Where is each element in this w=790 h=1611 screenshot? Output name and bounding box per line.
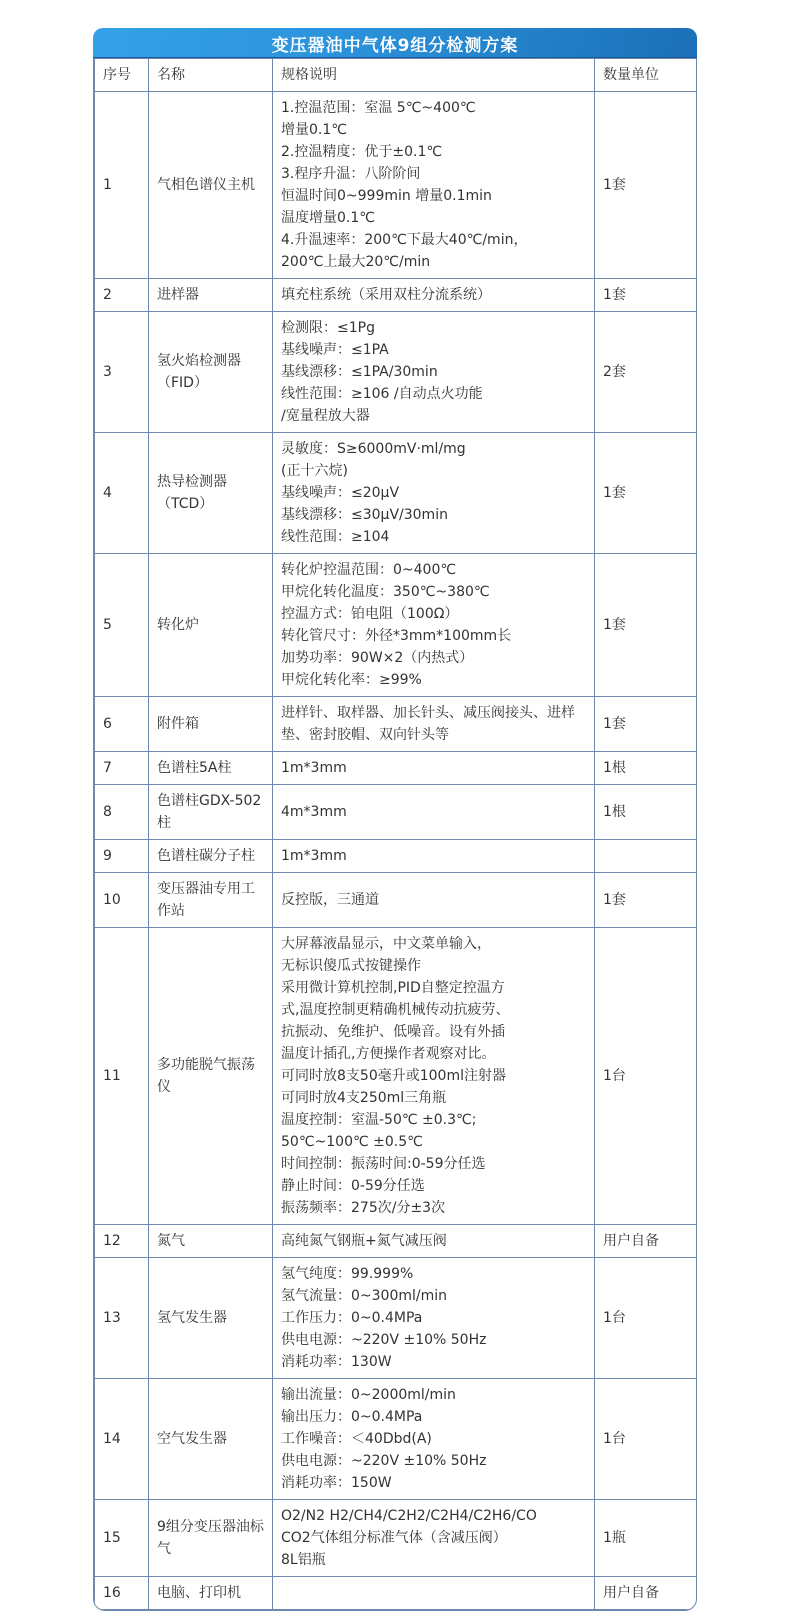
spec-line: 2.控温精度：优于±0.1℃ — [281, 144, 443, 160]
spec-line: 甲烷化转化率：≥99% — [281, 672, 422, 688]
spec-line: 基线漂移：≤30μV/30min — [281, 507, 448, 523]
table-row — [95, 433, 698, 554]
item-spec-cell — [273, 873, 595, 928]
table-row — [95, 279, 698, 312]
item-name-cell: 附件箱 — [149, 697, 273, 752]
item-name-cell: 氮气 — [149, 1225, 273, 1258]
item-name-cell: 电脑、打印机 — [149, 1577, 273, 1610]
spec-line: 供电电源：~220V ±10% 50Hz — [281, 1453, 487, 1469]
item-qty-cell: 1台 — [595, 1258, 698, 1379]
item-spec-cell — [273, 785, 595, 840]
spec-line: 甲烷化转化温度：350℃~380℃ — [281, 584, 490, 600]
spec-line: O2/N2 H2/CH4/C2H2/C2H4/C2H6/CO — [281, 1508, 537, 1524]
table-header-row — [95, 59, 698, 92]
item-qty-cell: 用户自备 — [595, 1577, 698, 1610]
spec-line: 增量0.1℃ — [281, 122, 347, 138]
table-row — [95, 873, 698, 928]
spec-line: 温度控制：室温-50℃ ±0.3℃; — [281, 1112, 477, 1128]
spec-line: 供电电源：~220V ±10% 50Hz — [281, 1332, 487, 1348]
spec-sheet — [93, 28, 697, 1611]
item-qty-cell: 1套 — [595, 697, 698, 752]
item-spec-cell — [273, 279, 595, 312]
spec-line: 转化管尺寸：外径*3mm*100mm长 — [281, 628, 512, 644]
item-qty-cell: 1根 — [595, 752, 698, 785]
spec-line: 消耗功率：130W — [281, 1354, 392, 1370]
item-spec-cell — [273, 1379, 595, 1500]
item-name-cell: 9组分变压器油标气 — [149, 1500, 273, 1577]
spec-line: 可同时放4支250ml三角瓶 — [281, 1090, 447, 1106]
spec-line: 输出压力：0~0.4MPa — [281, 1409, 423, 1425]
item-spec-cell — [273, 928, 595, 1225]
item-spec-cell — [273, 312, 595, 433]
item-spec-cell — [273, 752, 595, 785]
item-qty-cell: 1台 — [595, 1379, 698, 1500]
table-row — [95, 312, 698, 433]
table-row — [95, 785, 698, 840]
spec-line: 氢气流量：0~300ml/min — [281, 1288, 448, 1304]
item-spec-cell — [273, 697, 595, 752]
table-row — [95, 1258, 698, 1379]
item-qty-cell: 1瓶 — [595, 1500, 698, 1577]
row-number-cell: 11 — [95, 928, 149, 1225]
spec-line: 静止时间：0-59分任选 — [281, 1178, 425, 1194]
spec-line: 基线漂移：≤1PA/30min — [281, 364, 438, 380]
row-number-cell: 2 — [95, 279, 149, 312]
item-qty-cell — [595, 840, 698, 873]
row-number-cell: 4 — [95, 433, 149, 554]
column-header-no: 序号 — [95, 59, 149, 92]
row-number-cell: 15 — [95, 1500, 149, 1577]
item-name-cell: 空气发生器 — [149, 1379, 273, 1500]
item-name-cell: 氢气发生器 — [149, 1258, 273, 1379]
row-number-cell: 8 — [95, 785, 149, 840]
row-number-cell: 9 — [95, 840, 149, 873]
item-spec-cell — [273, 92, 595, 279]
spec-line: 200℃上最大20℃/min — [281, 254, 431, 270]
table-row — [95, 928, 698, 1225]
spec-line: 温度增量0.1℃ — [281, 210, 375, 226]
table-row — [95, 1500, 698, 1577]
spec-table — [94, 58, 697, 1610]
row-number-cell: 5 — [95, 554, 149, 697]
table-row — [95, 752, 698, 785]
spec-line: 反控版，三通道 — [281, 892, 379, 908]
item-qty-cell: 用户自备 — [595, 1225, 698, 1258]
spec-line: 无标识傻瓜式按键操作 — [281, 958, 421, 974]
item-qty-cell: 1套 — [595, 433, 698, 554]
spec-line: /宽量程放大器 — [281, 408, 370, 424]
spec-table-wrap — [93, 58, 697, 1611]
item-spec-cell — [273, 1258, 595, 1379]
spec-line: 1m*3mm — [281, 760, 347, 776]
spec-line: 工作噪音：＜40Dbd(A) — [281, 1431, 432, 1447]
sheet-title-bar — [93, 28, 697, 58]
spec-line: 恒温时间0~999min 增量0.1min — [281, 188, 492, 204]
item-qty-cell: 1套 — [595, 279, 698, 312]
item-qty-cell: 1套 — [595, 554, 698, 697]
spec-line: 灵敏度：S≥6000mV·ml/mg — [281, 441, 466, 457]
spec-line: 基线噪声：≤1PA — [281, 342, 389, 358]
spec-line: 基线噪声：≤20μV — [281, 485, 400, 501]
spec-line: 进样针、取样器、加长针头、减压阀接头、进样垫、密封胶帽、双向针头等 — [281, 705, 575, 743]
row-number-cell: 14 — [95, 1379, 149, 1500]
spec-line: 采用微计算机控制,PID自整定控温方 — [281, 980, 505, 996]
item-spec-cell — [273, 1500, 595, 1577]
item-name-cell: 气相色谱仪主机 — [149, 92, 273, 279]
item-qty-cell: 1套 — [595, 92, 698, 279]
item-qty-cell: 2套 — [595, 312, 698, 433]
spec-line: CO2气体组分标准气体（含减压阀） — [281, 1530, 507, 1546]
spec-line: 4m*3mm — [281, 804, 347, 820]
spec-line: 8L铝瓶 — [281, 1552, 326, 1568]
spec-line: 线性范围：≥106 /自动点火功能 — [281, 386, 483, 402]
item-spec-cell — [273, 840, 595, 873]
spec-line: 消耗功率：150W — [281, 1475, 392, 1491]
spec-line: 转化炉控温范围：0~400℃ — [281, 562, 457, 578]
row-number-cell: 1 — [95, 92, 149, 279]
column-header-qty: 数量单位 — [595, 59, 698, 92]
row-number-cell: 10 — [95, 873, 149, 928]
table-row — [95, 92, 698, 279]
spec-line: 高纯氮气钢瓶+氮气减压阀 — [281, 1233, 447, 1249]
item-qty-cell: 1台 — [595, 928, 698, 1225]
row-number-cell: 13 — [95, 1258, 149, 1379]
spec-line: 大屏幕液晶显示，中文菜单输入， — [281, 936, 491, 952]
item-spec-cell — [273, 1577, 595, 1610]
item-spec-cell — [273, 1225, 595, 1258]
spec-line: 氢气纯度：99.999% — [281, 1266, 414, 1282]
item-name-cell: 色谱柱GDX-502柱 — [149, 785, 273, 840]
item-name-cell: 多功能脱气振荡仪 — [149, 928, 273, 1225]
row-number-cell: 6 — [95, 697, 149, 752]
item-name-cell: 变压器油专用工作站 — [149, 873, 273, 928]
item-name-cell: 氢火焰检测器（FID） — [149, 312, 273, 433]
spec-line: 加势功率：90W×2（内热式） — [281, 650, 474, 666]
row-number-cell: 7 — [95, 752, 149, 785]
spec-line: 3.程序升温：八阶阶间 — [281, 166, 421, 182]
row-number-cell: 12 — [95, 1225, 149, 1258]
table-row — [95, 840, 698, 873]
spec-line: 可同时放8支50毫升或100ml注射器 — [281, 1068, 506, 1084]
spec-line: 4.升温速率：200℃下最大40℃/min， — [281, 232, 528, 248]
table-row — [95, 1577, 698, 1610]
table-row — [95, 1225, 698, 1258]
row-number-cell: 3 — [95, 312, 149, 433]
spec-line: 工作压力：0~0.4MPa — [281, 1310, 423, 1326]
item-qty-cell: 1套 — [595, 873, 698, 928]
spec-line: 50℃~100℃ ±0.5℃ — [281, 1134, 423, 1150]
spec-line: 时间控制：振荡时间:0-59分任选 — [281, 1156, 486, 1172]
spec-table-body — [95, 92, 698, 1610]
item-name-cell: 色谱柱5A柱 — [149, 752, 273, 785]
spec-line: 输出流量：0~2000ml/min — [281, 1387, 456, 1403]
sheet-title: 变压器油中气体9组分检测方案 — [271, 35, 519, 56]
item-spec-cell — [273, 554, 595, 697]
spec-line: 线性范围：≥104 — [281, 529, 390, 545]
table-row — [95, 554, 698, 697]
spec-line: 控温方式：铂电阻（100Ω） — [281, 606, 459, 622]
item-qty-cell: 1根 — [595, 785, 698, 840]
item-name-cell: 色谱柱碳分子柱 — [149, 840, 273, 873]
column-header-spec: 规格说明 — [273, 59, 595, 92]
spec-line: 抗振动、免维护、低噪音。设有外插 — [281, 1024, 505, 1040]
spec-line: 检测限：≤1Pg — [281, 320, 375, 336]
spec-line: 填充柱系统（采用双柱分流系统） — [281, 287, 491, 303]
spec-line: 温度计插孔,方便操作者观察对比。 — [281, 1046, 496, 1062]
spec-line: 式,温度控制更精确机械传动抗疲劳、 — [281, 1002, 510, 1018]
spec-line: (正十六烷) — [281, 463, 348, 479]
row-number-cell: 16 — [95, 1577, 149, 1610]
column-header-name: 名称 — [149, 59, 273, 92]
item-name-cell: 转化炉 — [149, 554, 273, 697]
item-spec-cell — [273, 433, 595, 554]
table-row — [95, 697, 698, 752]
item-name-cell: 进样器 — [149, 279, 273, 312]
table-row — [95, 1379, 698, 1500]
spec-line: 1m*3mm — [281, 848, 347, 864]
spec-line: 1.控温范围：室温 5℃~400℃ — [281, 100, 476, 116]
item-name-cell: 热导检测器（TCD） — [149, 433, 273, 554]
spec-line: 振荡频率：275次/分±3次 — [281, 1200, 446, 1216]
